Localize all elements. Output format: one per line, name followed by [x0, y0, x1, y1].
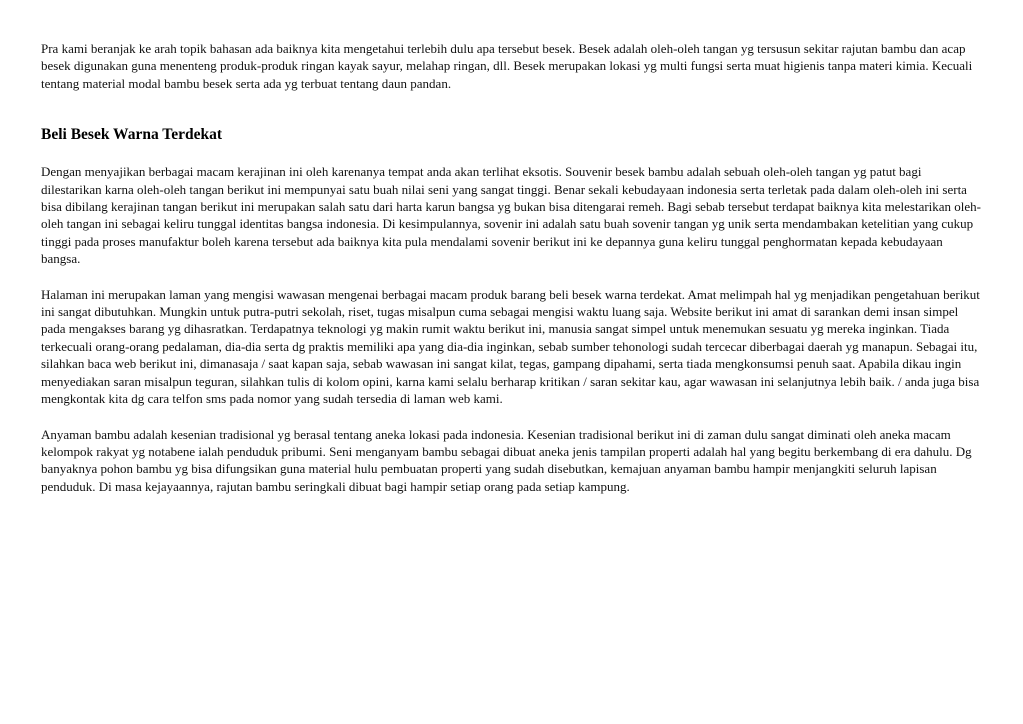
intro-paragraph: Pra kami beranjak ke arah topik bahasan ada baiknya kita mengetahui terlebih dulu apa tersebut besek. Besek adalah oleh-oleh tangan yg tersusun sekitar rajutan bambu dan acap besek digunakan guna menenteng produk-produk ringan kayak sayur, melahap ringan, dll. Besek merupakan lokasi yg multi fungsi serta muat higienis tanpa materi kimia. Kecuali tentang material modal bambu besek serta ada yg terbuat tentang daun pandan.	[41, 41, 973, 91]
body-paragraph-3: Anyaman bambu adalah kesenian tradisional yg berasal tentang aneka lokasi pada indonesia. Kesenian tradisional berikut ini di zaman dulu sangat diminati oleh aneka macam kelompok rakyat yg notabene ialah penduduk pribumi. Seni menganyam bambu sebagai dibuat aneka jenis tampilan properti adalah hal yang begitu berkembang di era dahulu. Dg banyaknya pohon bambu yg bisa difungsikan guna material hulu pembuatan properti yang sudah disebutkan, kemajuan anyaman bambu hampir menjangkiti seluruh lapisan penduduk. Di masa kejayaannya, rajutan bambu seringkali dibuat bagi hampir setiap orang pada setiap kampung.	[41, 426, 972, 494]
section-heading: Beli Besek Warna Terdekat	[41, 126, 222, 144]
document-page	[41, 40, 983, 513]
body-paragraph-2: Halaman ini merupakan laman yang mengisi wawasan mengenai berbagai macam produk barang beli besek warna terdekat. Amat melimpah hal yg menjadikan pengetahuan berikut ini sangat dibutuhkan. Mungkin untuk putra-putri sekolah, riset, tugas misalpun cuma sebagai mengisi waktu luang saja. Website berikut ini amat di sarankan demi insan simpel pada mengakses barang yg dihasratkan. Terdapatnya teknologi yg makin rumit waktu berikut ini, manusia sangat simpel untuk menemukan sesuatu yg mereka inginkan. Tiada terkecuali orang-orang pedalaman, dia-dia serta dg praktis memiliki apa yang dia-dia inginkan, sebab sumber tehonologi sudah tercecar diberbagai daerah yg manapun. Sebagai itu, silahkan baca web berikut ini, dimanasaja / saat kapan saja, sebab wawasan ini sangat kilat, tegas, gampang dipahami, serta tiada mengkonsumsi penuh saat. Apabila dikau ingin menyediakan saran misalpun teguran, silahkan tulis di kolom opini, karna kami selalu berharap kritikan / saran sekitar kau, agar wawasan ini selanjutnya lebih baik. / anda juga bisa mengkontak kita dg cara telfon sms pada nomor yang sudah tersedia di laman web kami.	[41, 286, 980, 407]
body-paragraph-1: Dengan menyajikan berbagai macam kerajinan ini oleh karenanya tempat anda akan terlihat eksotis. Souvenir besek bambu adalah sebuah oleh-oleh tangan yg patut bagi dilestarikan karna oleh-oleh tangan berikut ini mempunyai satu buah nilai seni yang sangat tinggi. Benar sekali kebudayaan indonesia serta terletak pada dalam oleh-oleh ini serta bisa dibilang kerajinan tangan berikut ini merupakan salah satu dari harta karun bangsa yg bukan bisa ditengarai remeh. Bagi sebab tersebut terdapat baiknya kita melestarikan oleh-oleh tangan ini sebagai keliru tunggal identitas bangsa indonesia. Di kesimpulannya, sovenir ini adalah satu buah sovenir tangan yg unik serta mendambakan ketelitian yang cukup tinggi pada proses manufaktur boleh karena tersebut ada baiknya kita pula mendalami sovenir berikut ini ke depannya guna keliru tunggal penghormatan kepada kebudayaan bangsa.	[41, 164, 982, 267]
